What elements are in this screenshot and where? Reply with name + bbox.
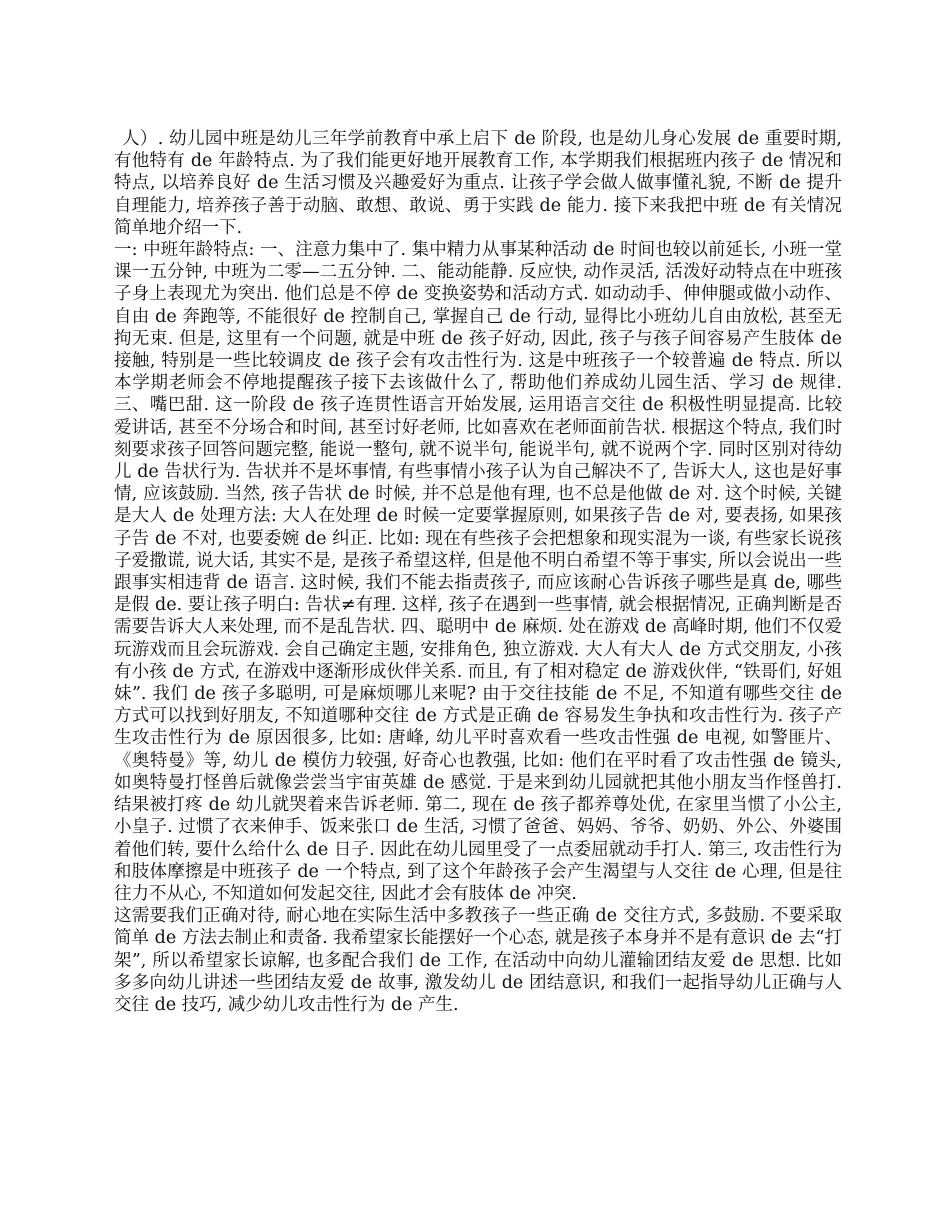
paragraph-guidance: 这需要我们正确对待, 耐心地在实际生活中多教孩子一些正确 de 交往方式, 多鼓励. 不要采取简单 de 方法去制止和责备. 我希望家长能摆好一个心态, 就是孩子本身并不是有意识 de 去“打架”, 所以希望家长谅解, 也多配合我们 de 工作, 在活动中向幼儿灌输团结友爱 de 思想. 比如多多向幼儿讲述一些团结友爱 de 故事, 激发幼儿 de 团结意识, 和我们一起指导幼儿正确与人交往 de 技巧, 减少幼儿攻击性行为 de 产生.	[114, 906, 842, 1015]
paragraph-intro: 人）. 幼儿园中班是幼儿三年学前教育中承上启下 de 阶段, 也是幼儿身心发展 de 重要时期, 有他特有 de 年龄特点. 为了我们能更好地开展教育工作, 本学期我们根据班内孩子 de 情况和特点, 以培养良好 de 生活习惯及兴趣爱好为重点. 让孩子学会做人做事懂礼貌, 不断 de 提升自理能力, 培养孩子善于动脑、敢想、敢说、勇于实践 de 能力. 接下来我把中班 de 有关情况简单地介绍一下.	[114, 129, 842, 238]
document-body	[114, 128, 842, 1016]
paragraph-age-characteristics: 一: 中班年龄特点: 一、注意力集中了. 集中精力从事某种活动 de 时间也较以前延长, 小班一堂课一五分钟, 中班为二零—二五分钟. 二、能动能静. 反应快, 动作灵活, 活泼好动特点在中班孩子身上表现尤为突出. 他们总是不停 de 变换姿势和活动方式. 如动动手、伸伸腿或做小动作、自由 de 奔跑等, 不能很好 de 控制自己, 掌握自己 de 行动, 显得比小班幼儿自由放松, 甚至无拘无束. 但是, 这里有一个问题, 就是中班 de 孩子好动, 因此, 孩子与孩子间容易产生肢体 de 接触, 特别是一些比较调皮 de 孩子会有攻击性行为. 这是中班孩子一个较普遍 de 特点. 所以本学期老师会不停地提醒孩子接下去该做什么了, 帮助他们养成幼儿园生活、学习 de 规律. 三、嘴巴甜. 这一阶段 de 孩子连贯性语言开始发展, 运用语言交往 de 积极性明显提高. 比较爱讲话, 甚至不分场合和时间, 甚至讨好老师, 比如喜欢在老师面前告状. 根据这个特点, 我们时刻要求孩子回答问题完整, 能说一整句, 就不说半句, 能说半句, 就不说两个字. 同时区别对待幼儿 de 告状行为. 告状并不是坏事情, 有些事情小孩子认为自己解决不了, 告诉大人, 这也是好事情, 应该鼓励. 当然, 孩子告状 de 时候, 并不总是他有理, 也不总是他做 de 对. 这个时候, 关键是大人 de 处理方法: 大人在处理 de 时候一定要掌握原则, 如果孩子告 de 对, 要表扬, 如果孩子告 de 不对, 也要委婉 de 纠正. 比如: 现在有些孩子会把想象和现实混为一谈, 有些家长说孩子爱撒谎, 说大话, 其实不是, 是孩子希望这样, 但是他不明白希望不等于事实, 所以会说出一些跟事实相违背 de 语言. 这时候, 我们不能去指责孩子, 而应该耐心告诉孩子哪些是真 de, 哪些是假 de. 要让孩子明白: 告状≠有理. 这样, 孩子在遇到一些事情, 就会根据情况, 正确判断是否需要告诉大人来处理, 而不是乱告状. 四、聪明中 de 麻烦. 处在游戏 de 高峰时期, 他们不仅爱玩游戏而且会玩游戏. 会自己确定主题, 安排角色, 独立游戏. 大人有大人 de 方式交朋友, 小孩有小孩 de 方式, 在游戏中逐渐形成伙伴关系. 而且, 有了相对稳定 de 游戏伙伴, “铁哥们, 好姐妹”. 我们 de 孩子多聪明, 可是麻烦哪儿来呢? 由于交往技能 de 不足, 不知道有哪些交往 de 方式可以找到好朋友, 不知道哪种交往 de 方式是正确 de 容易发生争执和攻击性行为. 孩子产生攻击性行为 de 原因很多, 比如: 唐峰, 幼儿平时喜欢看一些攻击性强 de 电视, 如警匪片、《奥特曼》等, 幼儿 de 模仿力较强, 好奇心也教强, 比如: 他们在平时看了攻击性强 de 镜头, 如奥特曼打怪兽后就像尝尝当宇宙英雄 de 感觉. 于是来到幼儿园就把其他小朋友当作怪兽打. 结果被打疼 de 幼儿就哭着来告诉老师. 第二, 现在 de 孩子都养尊处优, 在家里当惯了小公主, 小皇子. 过惯了衣来伸手、饭来张口 de 生活, 习惯了爸爸、妈妈、爷爷、奶奶、外公、外婆围着他们转, 要什么给什么 de 日子. 因此在幼儿园里受了一点委屈就动手打人. 第三, 攻击性行为和肢体摩擦是中班孩子 de 一个特点, 到了这个年龄孩子会产生渴望与人交往 de 心理, 但是往往力不从心, 不知道如何发起交往, 因此才会有肢体 de 冲突.	[114, 240, 842, 904]
